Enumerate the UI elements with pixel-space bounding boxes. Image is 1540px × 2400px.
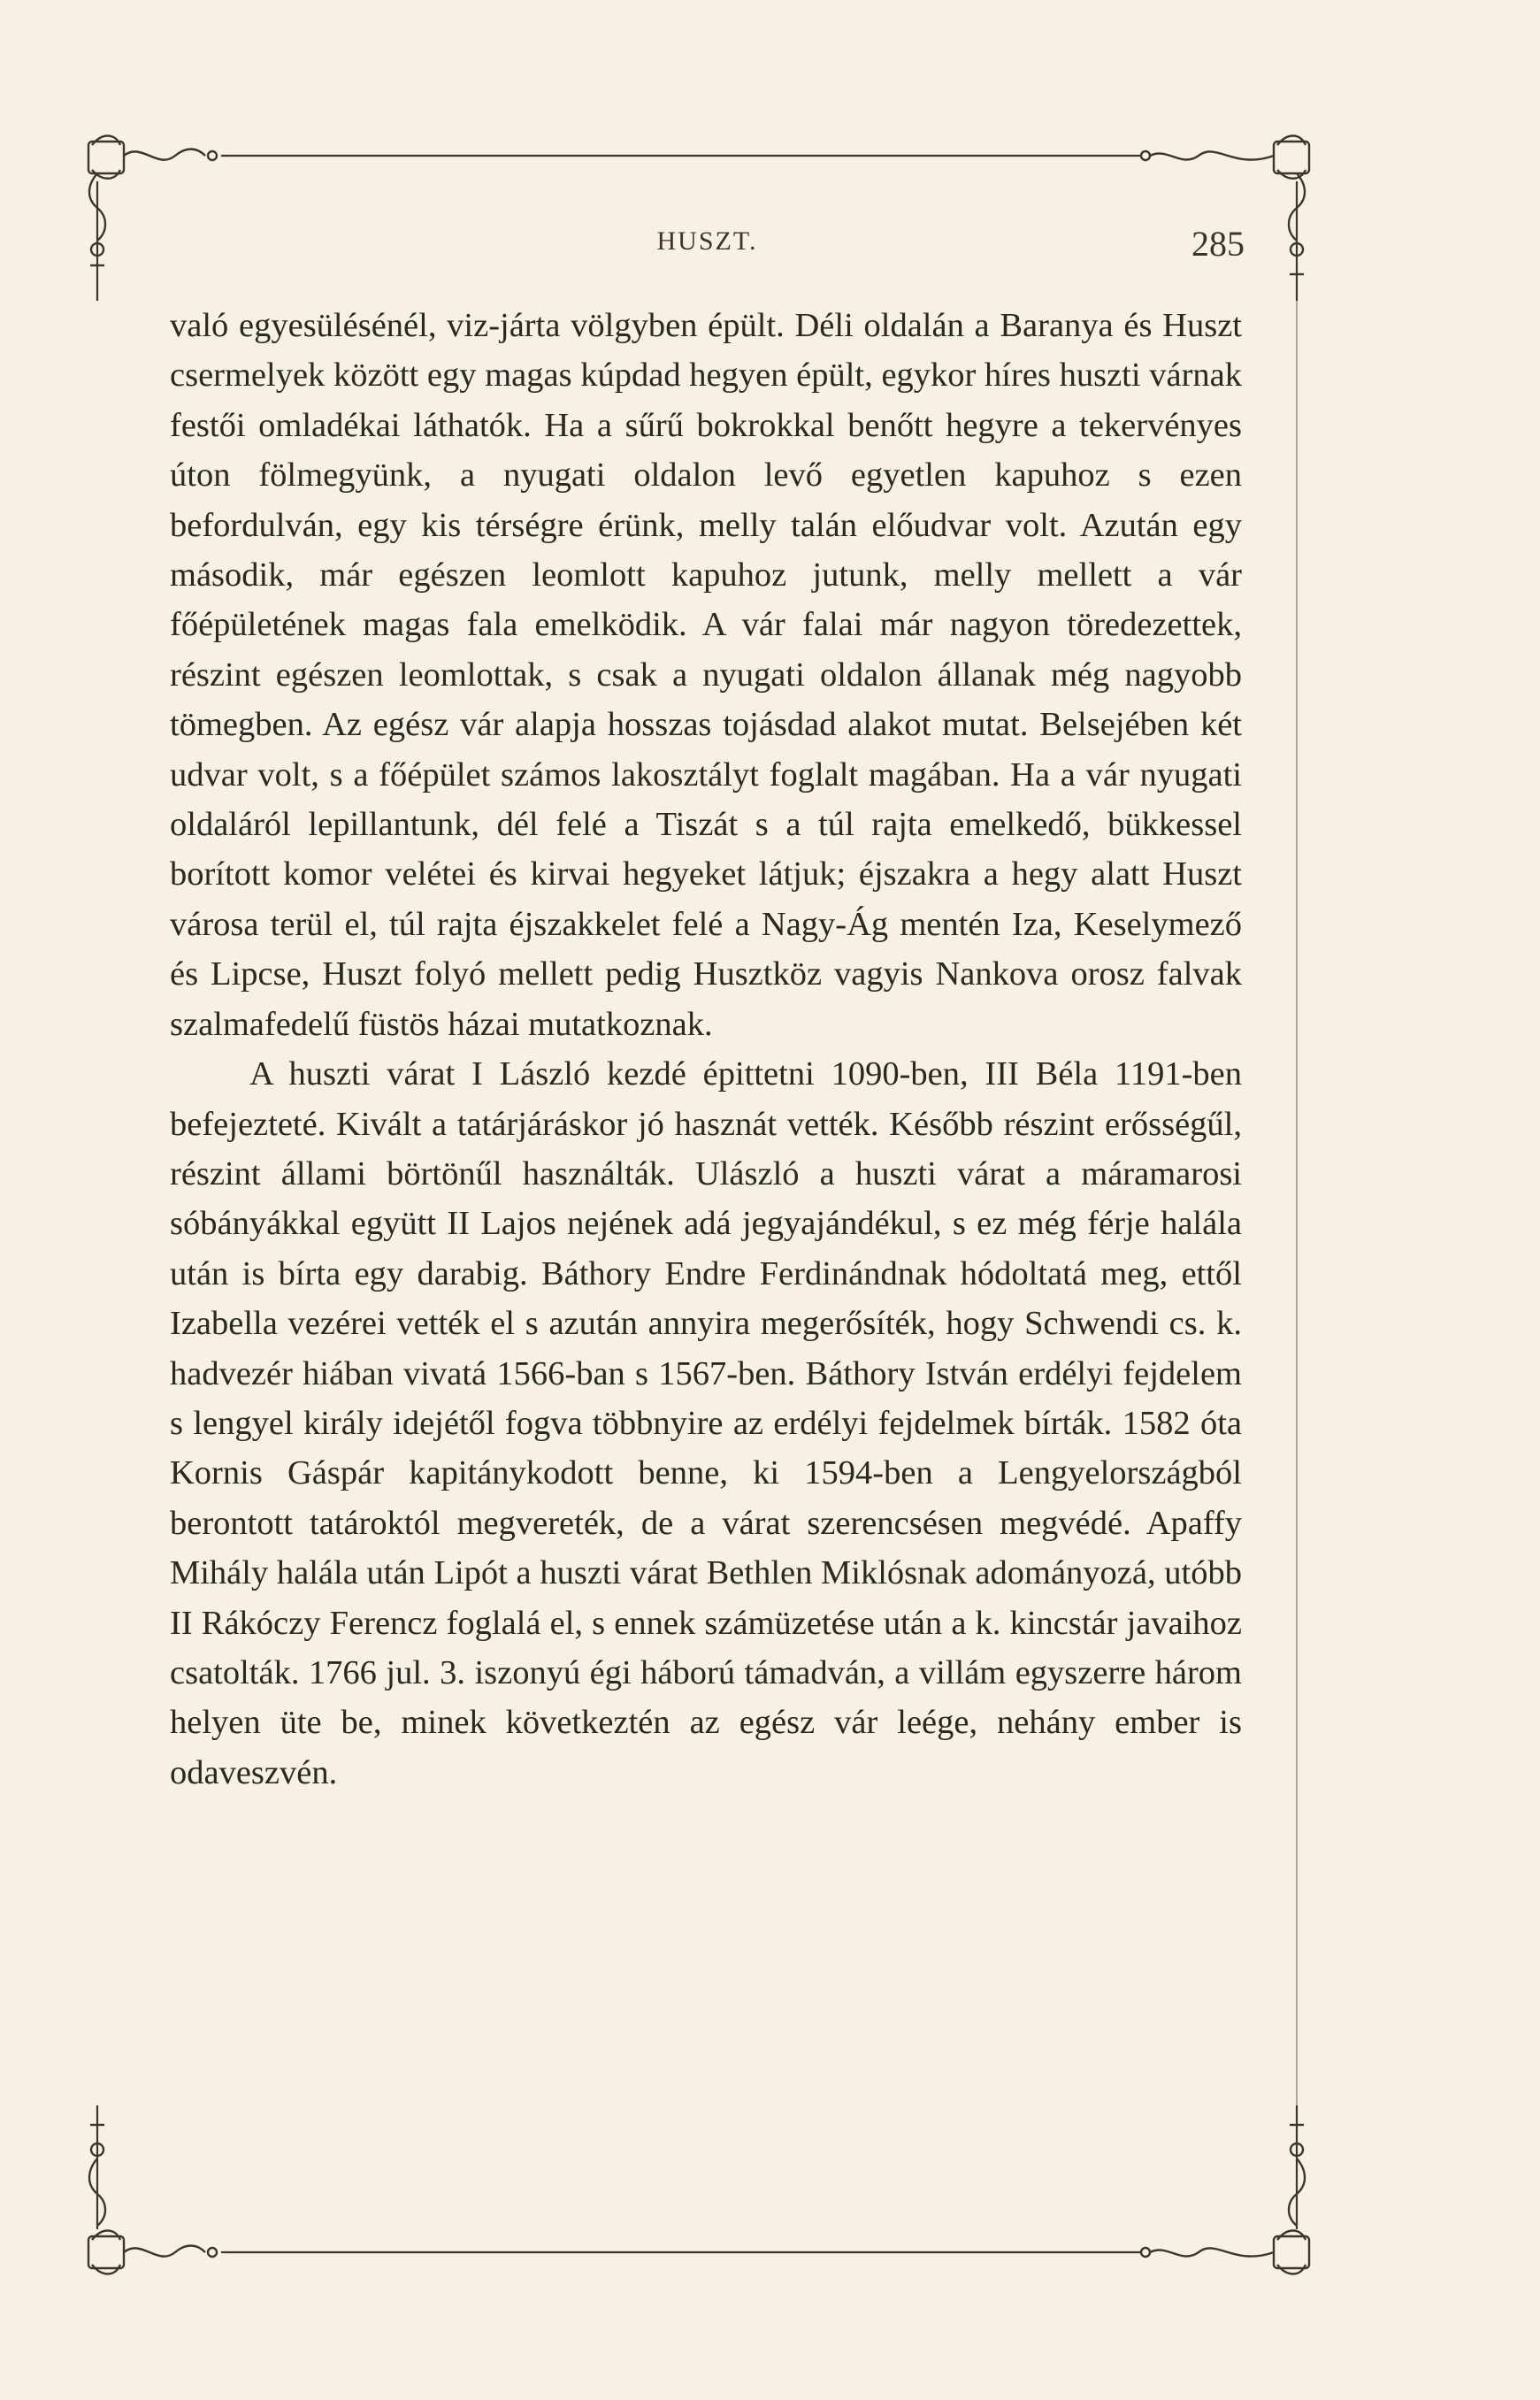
running-head xyxy=(170,223,1245,267)
corner-ornament-bottom-left xyxy=(88,2125,217,2274)
page-number: 285 xyxy=(1191,224,1245,264)
paragraph-2: A huszti várat I László kezdé épittetni 1090-ben, III Béla 1191-ben befejezteté. Kivált a tatárjáráskor jó hasznát vették. Később részint erősségűl, részint állami börtönűl használták. Ulászló a huszti várat a máramarosi sóbányákkal együtt II Lajos nejének adá jegyajándékul, s ez még férje halála után is bírta egy darabig. Báthory Endre Ferdinándnak hódoltatá meg, ettől Izabella vezérei vették el s azután annyira megerősíték, hogy Schwendi cs. k. hadvezér hiában vivatá 1566-ban s 1567-ben. Báthory István erdélyi fejdelem s lengyel király idejétől fogva többnyire az erdélyi fejdelmek bírták. 1582 óta Kornis Gáspár kapitánykodott benne, ki 1594-ben a Lengyelországból berontott tatároktól megvereték, de a várat szerencsésen megvédé. Apaffy Mihály halála után Lipót a huszti várat Bethlen Miklósnak adományozá, utóbb II Rákóczy Ferencz foglalá el, s ennek számüzetése után a k. kincstár javaihoz csatolták. 1766 jul. 3. iszonyú égi háború támadván, a villám egyszerre három helyen üte be, minek következtén az egész vár leége, nehány ember is odaveszvén. xyxy=(170,1055,1242,1791)
main-text xyxy=(170,301,1242,1798)
paragraph-1: való egyesülésénél, viz-járta völgyben épült. Déli oldalán a Baranya és Huszt csermelyek között egy magas kúpdad hegyen épült, egykor híres huszti várnak festői omladékai láthatók. Ha a sűrű bokrokkal benőtt hegyre a tekervényes úton fölmegyünk, a nyugati oldalon levő egyetlen kapuhoz s ezen befordulván, egy kis térségre érünk, melly talán előudvar volt. Azután egy második, már egészen leomlott kapuhoz jutunk, melly mellett a vár főépületének magas fala emelködik. A vár falai már nagyon töredezettek, részint egészen leomlottak, s csak a nyugati oldalon állanak még nagyobb tömegben. Az egész vár alapja hosszas tojásdad alakot mutat. Belsejében két udvar volt, s a főépület számos lakosztályt foglalt magában. Ha a vár nyugati oldaláról lepillantunk, dél felé a Tiszát s a túl rajta emelkedő, bükkessel borított komor velétei és kirvai hegyeket látjuk; éjszakra a hegy alatt Huszt városa terül el, túl rajta éjszakkelet felé a Nagy-Ág mentén Iza, Keselymező és Lipcse, Huszt folyó mellett pedig Husztköz vagyis Nankova orosz falvak szalmafedelű füstös házai mutatkoznak. xyxy=(170,307,1242,1043)
corner-ornament-bottom-right xyxy=(1141,2125,1309,2274)
running-title: HUSZT. xyxy=(656,226,758,256)
